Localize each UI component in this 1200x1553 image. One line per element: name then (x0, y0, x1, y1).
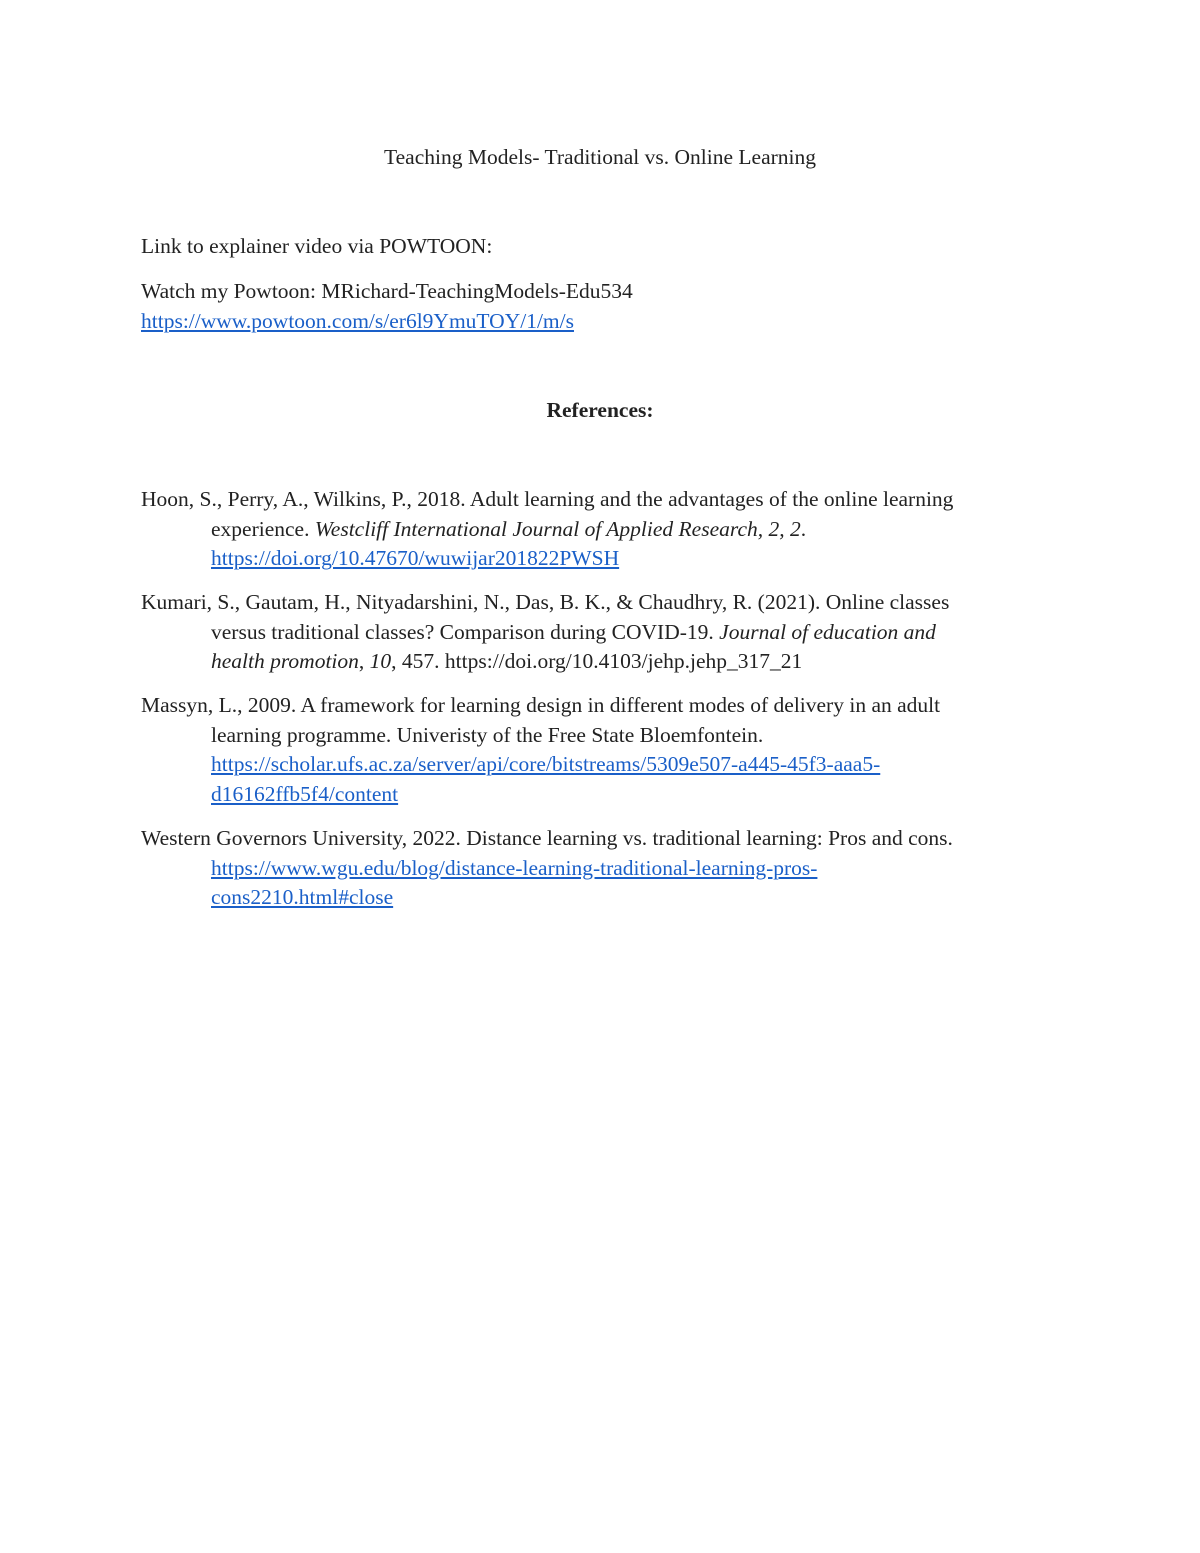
reference-line: Western Governors University, 2022. Distance learning vs. traditional learning: Pros and cons. (141, 826, 953, 850)
reference-line: Massyn, L., 2009. A framework for learning design in different modes of delivery in an adult (141, 693, 941, 717)
reference-text: . (800, 516, 807, 541)
journal-title: Westcliff International Journal of Applied Research, 2, 2 (314, 516, 801, 541)
powtoon-link[interactable]: https://www.powtoon.com/s/er6l9YmuTOY/1/m/s (141, 308, 574, 333)
reference-item (141, 824, 1041, 913)
reference-line (141, 854, 1041, 884)
reference-line (141, 750, 1041, 780)
reference-text: versus traditional classes? Comparison during COVID-19. (211, 619, 720, 644)
reference-item (141, 588, 1041, 677)
reference-item (141, 691, 1041, 809)
reference-line (141, 780, 1041, 810)
document-title: Teaching Models- Traditional vs. Online Learning (383, 145, 816, 169)
journal-title: health promotion (211, 649, 359, 673)
reference-line (141, 544, 1041, 574)
journal-title: Journal of education and (719, 619, 936, 644)
scholar-link-continued[interactable]: d16162ffb5f4/content (211, 781, 399, 806)
watch-text: Watch my Powtoon: MRichard-TeachingModels-Edu534 (141, 279, 633, 303)
watch-block (141, 277, 1061, 336)
wgu-link[interactable]: https://www.wgu.edu/blog/distance-learning-traditional-learning-pros- (211, 855, 818, 880)
reference-line: learning programme. Univeristy of the Free State Bloemfontein. (211, 722, 764, 747)
references-heading: References: (546, 398, 654, 422)
reference-text: experience. (211, 516, 315, 541)
volume-number: 10 (369, 649, 392, 673)
wgu-link-continued[interactable]: cons2210.html#close (211, 885, 394, 909)
reference-line: Hoon, S., Perry, A., Wilkins, P., 2018. Adult learning and the advantages of the online learning (141, 487, 954, 511)
reference-line (141, 618, 1041, 648)
reference-line (141, 883, 1041, 913)
reference-line (141, 515, 1041, 545)
reference-text: , (358, 649, 370, 673)
scholar-link[interactable]: https://scholar.ufs.ac.za/server/api/core/bitstreams/5309e507-a445-45f3-aaa5- (211, 752, 881, 776)
reference-item (141, 485, 1041, 574)
reference-line: Kumari, S., Gautam, H., Nityadarshini, N., Das, B. K., & Chaudhry, R. (2021). Online classes (141, 590, 950, 614)
doi-link[interactable]: https://doi.org/10.47670/wuwijar201822PWSH (211, 546, 620, 570)
reference-line (141, 647, 1041, 677)
link-intro: Link to explainer video via POWTOON: (141, 234, 493, 258)
reference-text: , 457. https://doi.org/10.4103/jehp.jehp_317_21 (391, 649, 803, 673)
